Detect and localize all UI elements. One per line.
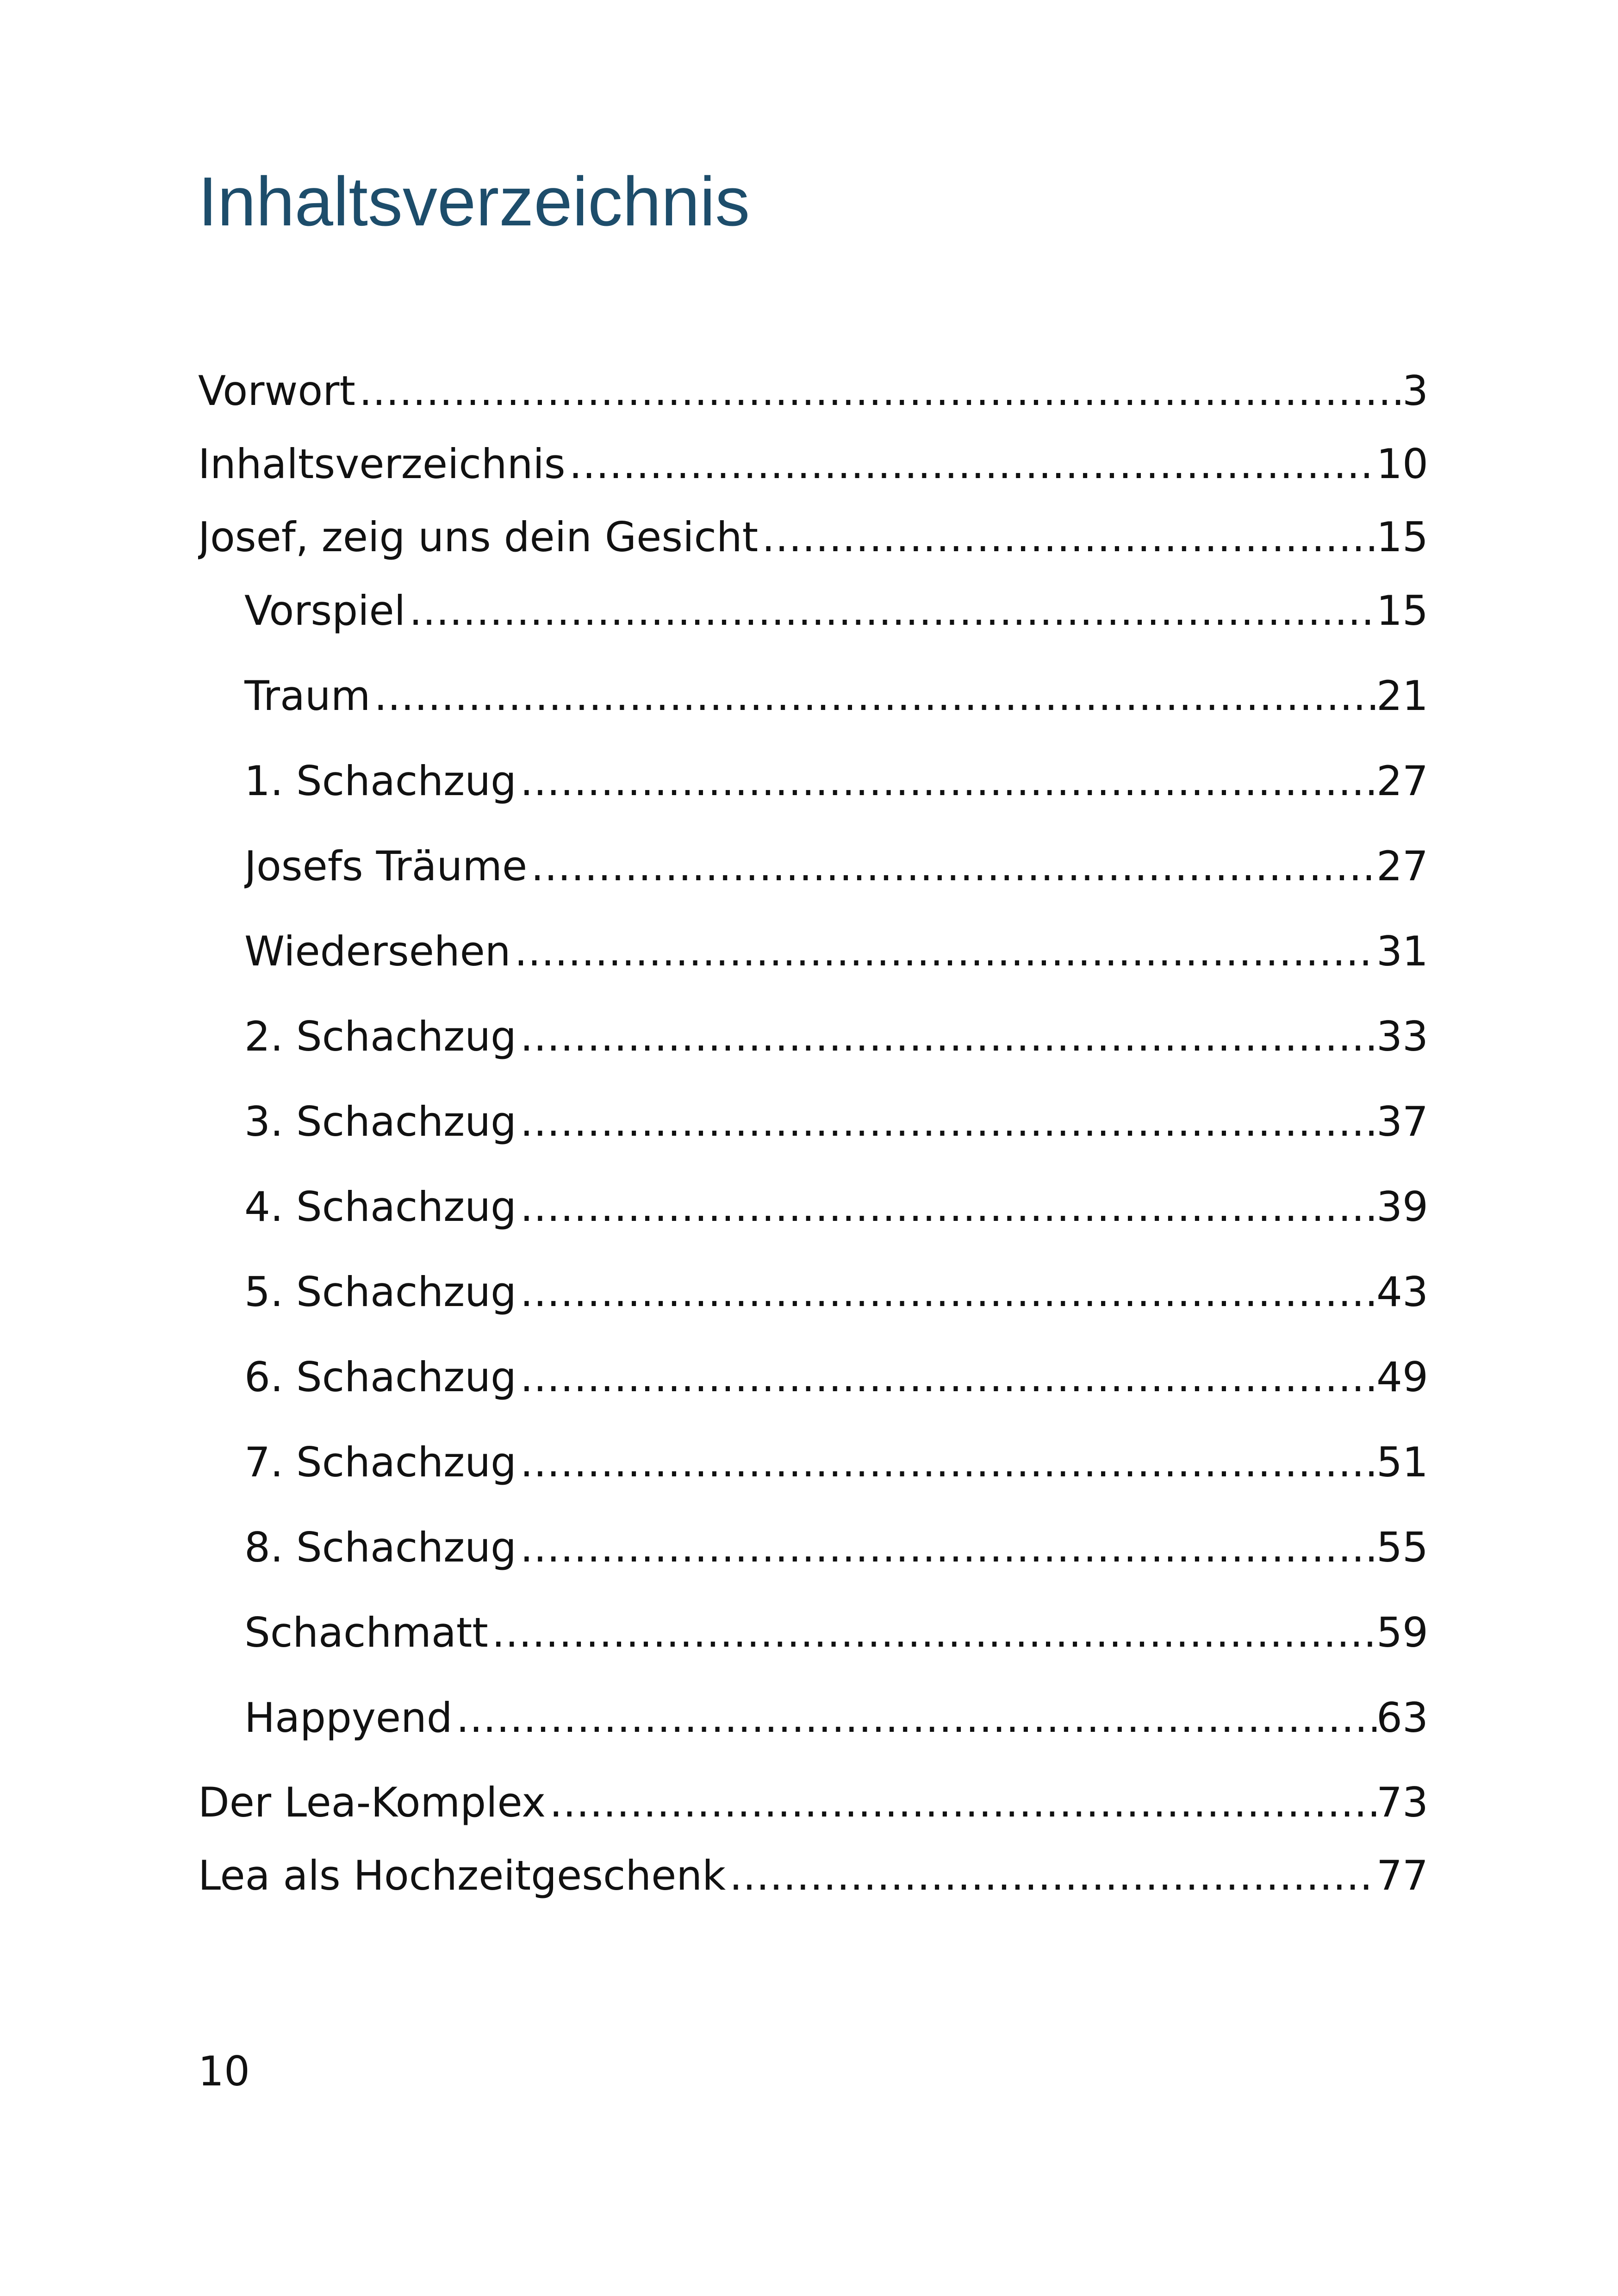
toc-subentry[interactable] (244, 585, 1428, 636)
dot-leader (370, 671, 1376, 722)
toc-subentry[interactable] (244, 1267, 1428, 1318)
toc-entry-title: Happyend (244, 1694, 453, 1742)
toc-entry-page: 51 (1376, 1438, 1428, 1486)
toc-entry-page: 33 (1376, 1013, 1428, 1060)
toc-entry-title: Josef, zeig uns dein Gesicht (198, 513, 759, 561)
toc-subentry[interactable] (244, 1607, 1428, 1658)
toc-subentry[interactable] (244, 1522, 1428, 1573)
toc-entry-title: 8. Schachzug (244, 1524, 517, 1571)
toc-entry-page: 73 (1376, 1779, 1428, 1826)
toc-entry-page: 49 (1376, 1353, 1428, 1401)
toc-entry-page: 27 (1376, 757, 1428, 805)
dot-leader (517, 1096, 1376, 1147)
toc-entry-page: 59 (1376, 1609, 1428, 1656)
toc-entry-title: Wiedersehen (244, 927, 511, 975)
toc-subentry[interactable] (244, 1011, 1428, 1062)
toc-subentry[interactable] (244, 756, 1428, 807)
toc-entry-title: Schachmatt (244, 1609, 488, 1656)
dot-leader (517, 1267, 1376, 1318)
dot-leader (726, 1850, 1376, 1901)
toc-entry-title: 6. Schachzug (244, 1353, 517, 1401)
toc-subentry[interactable] (244, 1692, 1428, 1743)
toc-entry-title: Lea als Hochzeitgeschenk (198, 1852, 726, 1899)
toc-entry-page: 55 (1376, 1524, 1428, 1571)
dot-leader (546, 1777, 1376, 1828)
toc-entry-title: 4. Schachzug (244, 1183, 517, 1231)
toc-entry[interactable] (198, 1850, 1428, 1901)
toc-entry[interactable] (198, 439, 1428, 490)
toc-entry-page: 15 (1376, 513, 1428, 561)
dot-leader (511, 926, 1376, 977)
toc-entry[interactable] (198, 366, 1428, 417)
dot-leader (758, 512, 1376, 563)
dot-leader (453, 1692, 1376, 1743)
toc-entry-title: Traum (244, 672, 371, 720)
toc-entry-page: 43 (1376, 1268, 1428, 1316)
toc-entry-title: 2. Schachzug (244, 1013, 517, 1060)
page-number: 10 (198, 2047, 250, 2095)
dot-leader (517, 1437, 1376, 1488)
page-title: Inhaltsverzeichnis (198, 162, 750, 240)
toc-entry-page: 31 (1376, 927, 1428, 975)
dot-leader (517, 1182, 1376, 1232)
dot-leader (488, 1607, 1376, 1658)
toc-entry-page: 10 (1376, 440, 1428, 488)
toc-entry-title: Inhaltsverzeichnis (198, 440, 566, 488)
toc-entry-page: 21 (1376, 672, 1428, 720)
toc-entry-page: 15 (1376, 587, 1428, 635)
toc-entry-title: Der Lea-Komplex (198, 1779, 546, 1826)
toc-entry-page: 63 (1376, 1694, 1428, 1742)
toc-entry-page: 77 (1376, 1852, 1428, 1899)
toc-entry-title: 5. Schachzug (244, 1268, 517, 1316)
toc-subentry[interactable] (244, 1352, 1428, 1403)
toc-entry-page: 27 (1376, 842, 1428, 890)
dot-leader (517, 1352, 1376, 1403)
toc-entry-title: 1. Schachzug (244, 757, 517, 805)
dot-leader (405, 585, 1376, 636)
toc-subentry[interactable] (244, 1096, 1428, 1147)
toc-entry-title: Josefs Träume (244, 842, 528, 890)
toc-entry[interactable] (198, 512, 1428, 563)
toc-entry-page: 39 (1376, 1183, 1428, 1231)
toc-subentry[interactable] (244, 926, 1428, 977)
toc-subentry[interactable] (244, 1437, 1428, 1488)
dot-leader (527, 841, 1376, 892)
toc-entry-title: Vorwort (198, 367, 355, 415)
table-of-contents (198, 0, 1428, 2296)
toc-subentry[interactable] (244, 1182, 1428, 1232)
dot-leader (517, 1522, 1376, 1573)
toc-entry-page: 3 (1402, 367, 1428, 415)
dot-leader (517, 1011, 1376, 1062)
toc-entry-title: Vorspiel (244, 587, 406, 635)
toc-entry[interactable] (198, 1777, 1428, 1828)
dot-leader (355, 366, 1402, 417)
toc-subentry[interactable] (244, 671, 1428, 722)
toc-entry-page: 37 (1376, 1098, 1428, 1145)
dot-leader (517, 756, 1376, 807)
toc-entry-title: 3. Schachzug (244, 1098, 517, 1145)
dot-leader (566, 439, 1376, 490)
toc-entry-title: 7. Schachzug (244, 1438, 517, 1486)
toc-subentry[interactable] (244, 841, 1428, 892)
